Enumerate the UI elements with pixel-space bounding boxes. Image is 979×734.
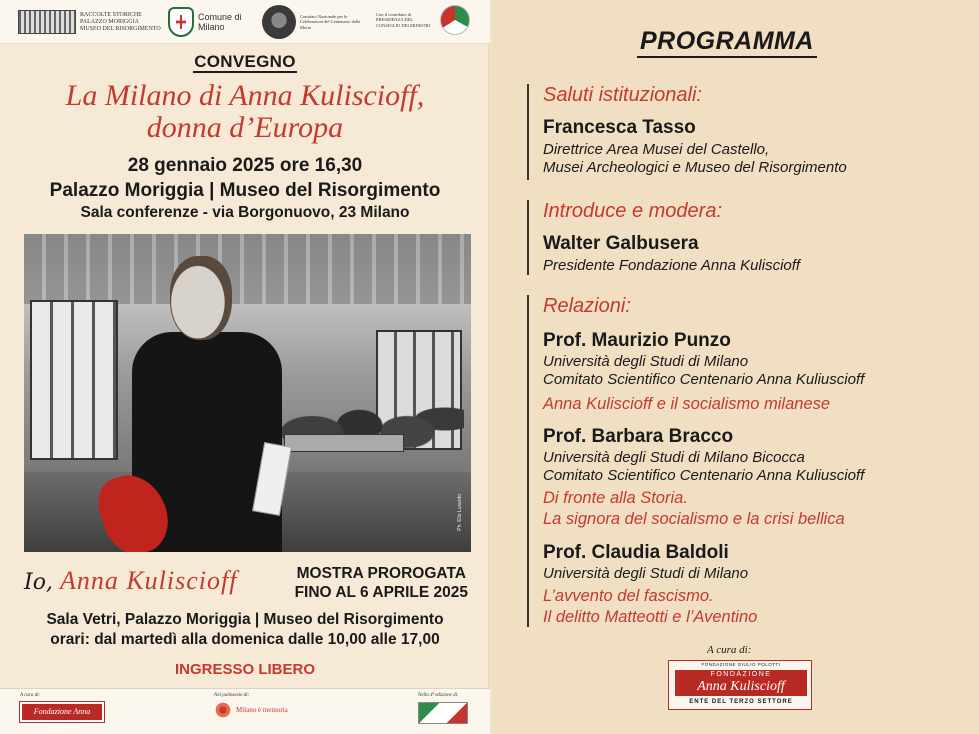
footer-palinsesto (214, 693, 288, 718)
opening-hours: orari: dal martedì alla domenica dalle 10,00 alle 17,00 (50, 631, 440, 648)
photo-table (284, 434, 404, 452)
footer-palinsesto-label: Nel palinsesto di: (214, 693, 250, 698)
speaker-name: Prof. Barbara Bracco (543, 426, 734, 447)
building-icon (18, 10, 76, 34)
comitato-nazionale-logo (262, 5, 368, 39)
speaker-name: Francesca Tasso (543, 117, 696, 138)
fondazione-logo (668, 660, 812, 710)
speaker-role: Direttrice Area Musei del Castello, (543, 141, 770, 158)
footer-logos (0, 688, 490, 734)
acura-label: A cura di: (707, 644, 752, 656)
edizione-logo (418, 702, 468, 724)
signature-name: Anna Kuliscioff (59, 566, 238, 595)
event-venue: Palazzo Moriggia | Museo del Risorgimento (49, 180, 441, 201)
palinsesto-name: Milano è memoria (236, 706, 288, 714)
mostra-notice (295, 564, 468, 602)
milano-memoria-logo (214, 702, 288, 718)
section-label-relazioni: Relazioni: (543, 295, 631, 317)
speaker-role: Comitato Scientifico Centenario Anna Kuliuscioff (543, 371, 865, 388)
free-entry-label: INGRESSO LIBERO (174, 661, 316, 678)
speaker-role: Università degli Studi di Milano (543, 353, 749, 370)
photo-window-left (30, 300, 118, 460)
speaker-role: Musei Archeologici e Museo del Risorgimento (543, 159, 847, 176)
section-divider (527, 84, 529, 180)
title-line-2: donna d’Europa (146, 111, 344, 144)
speaker-name: Walter Galbusera (543, 233, 699, 254)
exhibition-location: Sala Vetri, Palazzo Moriggia | Museo del Risorgimento (46, 611, 444, 628)
speaker-role: Università degli Studi di Milano Bicocca (543, 449, 805, 466)
talk-title: L’avvento del fascismo. (543, 587, 714, 605)
exhibition-signature (24, 566, 237, 596)
footer-acura (20, 693, 104, 732)
section-divider (527, 200, 529, 275)
logo-bar (0, 0, 490, 44)
signature-prefix: Io, (24, 570, 53, 595)
convegno-heading (0, 52, 490, 72)
fondazione-badge-small: Fondazione Anna Kuliscioff (20, 702, 104, 722)
logo1-text: RACCOLTE STORICHE PALAZZO MORIGGIA MUSEO DEL RISORGIMENTO (80, 11, 161, 32)
logo3-text: Comitato Nazionale per le Celebrazioni del Centenario della Morte (300, 13, 361, 30)
speaker-name: Prof. Maurizio Punzo (543, 330, 731, 351)
footer-edizione (418, 693, 468, 724)
talk-title: Di fronte alla Storia. (543, 489, 688, 507)
speaker-role: Presidente Fondazione Anna Kuliscioff (543, 257, 801, 274)
presidenza-logo (376, 3, 470, 37)
flower-icon (214, 702, 232, 718)
coat-of-arms-icon (168, 7, 194, 37)
logo2-text: Comune di Milano (198, 12, 242, 32)
photo-workers (274, 354, 464, 484)
talk-title: La signora del socialismo e la crisi bellica (543, 510, 845, 528)
mostra-line-2: FINO AL 6 APRILE 2025 (294, 584, 468, 601)
fondazione-ets: ENTE DEL TERZO SETTORE (689, 699, 793, 705)
section-divider (527, 295, 529, 627)
fondazione-name: Anna Kuliscioff (697, 679, 785, 694)
footer-edizione-label: Nella 4ª edizione di: (418, 693, 459, 698)
photo-credit: Ph. Elio Luxardo (457, 494, 463, 531)
comune-milano-logo (168, 5, 242, 39)
speaker-name: Prof. Claudia Baldoli (543, 542, 729, 563)
fondazione-top-text: FONDAZIONE (710, 671, 772, 678)
section-label-modera: Introduce e modera: (543, 200, 722, 222)
footer-acura-label: A cura di: (20, 693, 41, 698)
photo-woman-figure (132, 256, 282, 552)
event-address: Sala conferenze - via Borgonuovo, 23 Milano (80, 204, 410, 221)
title-line-1: La Milano di Anna Kuliscioff, (65, 79, 425, 112)
palazzo-moriggia-logo (18, 5, 161, 39)
right-panel (492, 0, 979, 734)
tricolore-icon (440, 5, 470, 35)
historic-photo (24, 234, 471, 552)
section-label-saluti: Saluti istituzionali: (543, 84, 702, 106)
event-date: 28 gennaio 2025 ore 16,30 (127, 155, 363, 176)
speaker-role: Comitato Scientifico Centenario Anna Kuliuscioff (543, 467, 865, 484)
event-title (0, 80, 490, 144)
logo4-text: Con il contributo di PRESIDENZA DEL CONSIGLIO DEI MINISTRI (376, 12, 430, 28)
speaker-role: Università degli Studi di Milano (543, 565, 749, 582)
talk-title: Anna Kuliscioff e il socialismo milanese (543, 395, 831, 413)
fondazione-box (675, 670, 807, 696)
fondazione-small-text: FONDAZIONE GIULIO POLOTTI (701, 662, 781, 667)
programma-heading: PROGRAMMA (640, 27, 814, 55)
woman-head (170, 256, 232, 340)
talk-title: Il delitto Matteotti e l’Aventino (543, 608, 758, 626)
mostra-line-1: MOSTRA PROROGATA (296, 565, 466, 582)
portrait-icon (262, 5, 296, 39)
convegno-label: CONVEGNO (194, 52, 296, 71)
